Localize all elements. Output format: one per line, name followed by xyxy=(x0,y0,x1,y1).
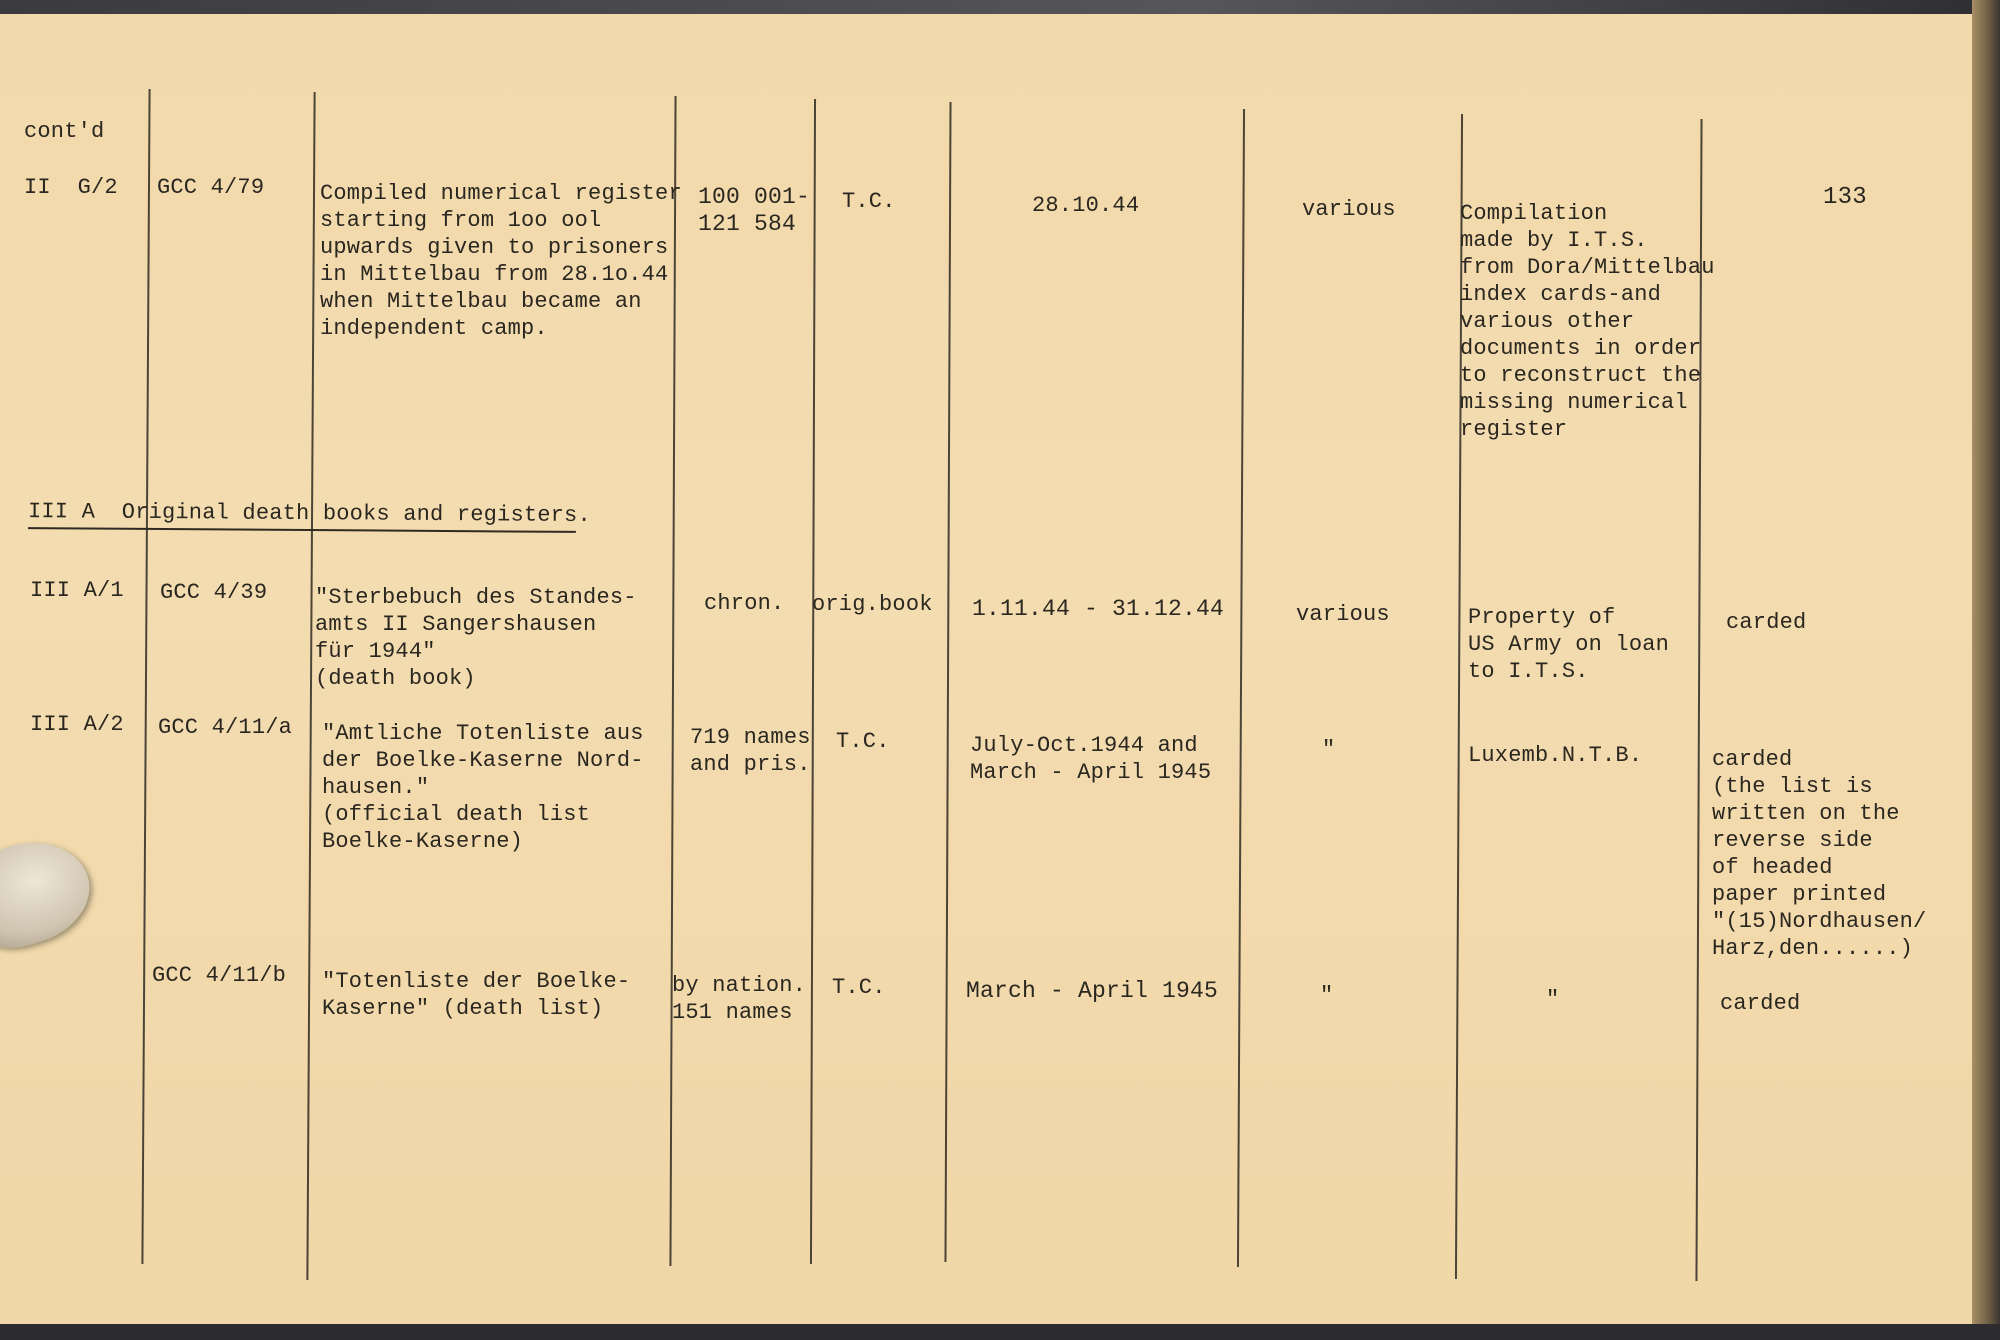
column-rule xyxy=(141,89,150,1264)
row-numbers: 719 names and pris. xyxy=(690,725,811,777)
row-gcc: GCC 4/11/b xyxy=(152,963,287,988)
row-dates: 28.10.44 xyxy=(1032,193,1140,218)
row-numbers: by nation. 151 names xyxy=(672,973,807,1025)
section-heading: III A Original death books and registers. xyxy=(28,498,576,533)
row-source: various xyxy=(1296,602,1390,627)
column-rule xyxy=(944,102,951,1262)
scan-bottom-edge xyxy=(0,1324,2000,1340)
row-status: carded (the list is written on the reverse side of headed paper printed "(15)Nordhausen/ Harz,den......) xyxy=(1712,747,1927,961)
row-source: " xyxy=(1322,737,1336,762)
row-dates: 1.11.44 - 31.12.44 xyxy=(972,596,1225,622)
row-ref: II G/2 xyxy=(24,175,118,200)
row-remarks: " xyxy=(1546,987,1560,1012)
row-numbers: chron. xyxy=(704,591,785,616)
paper-clip-tab xyxy=(0,826,102,961)
row-description: "Totenliste der Boelke- Kaserne" (death list) xyxy=(322,969,631,1021)
row-type: T.C. xyxy=(836,729,890,754)
row-ref: III A/1 xyxy=(30,578,124,603)
row-gcc: GCC 4/11/a xyxy=(158,715,293,740)
row-description: "Amtliche Totenliste aus der Boelke-Kaserne Nord- hausen." (official death list Boelke-Kaserne) xyxy=(322,721,644,854)
row-status: carded xyxy=(1726,610,1807,635)
row-dates: March - April 1945 xyxy=(966,978,1219,1004)
row-remarks: Luxemb.N.T.B. xyxy=(1468,743,1643,768)
row-type: T.C. xyxy=(842,189,896,214)
row-remarks: Compilation made by I.T.S. from Dora/Mittelbau index cards-and various other documents in order to reconstruct the missing numerical register xyxy=(1460,201,1715,442)
row-source: " xyxy=(1320,983,1334,1008)
row-remarks: Property of US Army on loan to I.T.S. xyxy=(1468,605,1670,684)
row-description: "Sterbebuch des Standes- amts II Sangershausen für 1944" (death book) xyxy=(315,585,637,691)
row-dates: July-Oct.1944 and March - April 1945 xyxy=(970,733,1212,785)
row-gcc: GCC 4/79 xyxy=(157,175,265,200)
row-numbers: 100 001- 121 584 xyxy=(698,184,811,237)
row-ref: III A/2 xyxy=(30,712,124,737)
contd-label: cont'd xyxy=(24,119,105,144)
scan-right-edge xyxy=(1972,0,2000,1340)
row-status: carded xyxy=(1720,991,1801,1016)
row-type: orig.book xyxy=(812,592,933,617)
row-source: various xyxy=(1302,197,1396,222)
column-rule xyxy=(1237,109,1245,1267)
document-page xyxy=(0,14,1975,1324)
page-number: 133 xyxy=(1823,184,1867,211)
column-rule xyxy=(810,99,816,1264)
row-description: Compiled numerical register starting from 1oo ool upwards given to prisoners in Mittelbau from 28.1o.44 when Mittelbau became an independent camp. xyxy=(320,181,682,341)
row-type: T.C. xyxy=(832,975,886,1000)
row-gcc: GCC 4/39 xyxy=(160,580,268,605)
